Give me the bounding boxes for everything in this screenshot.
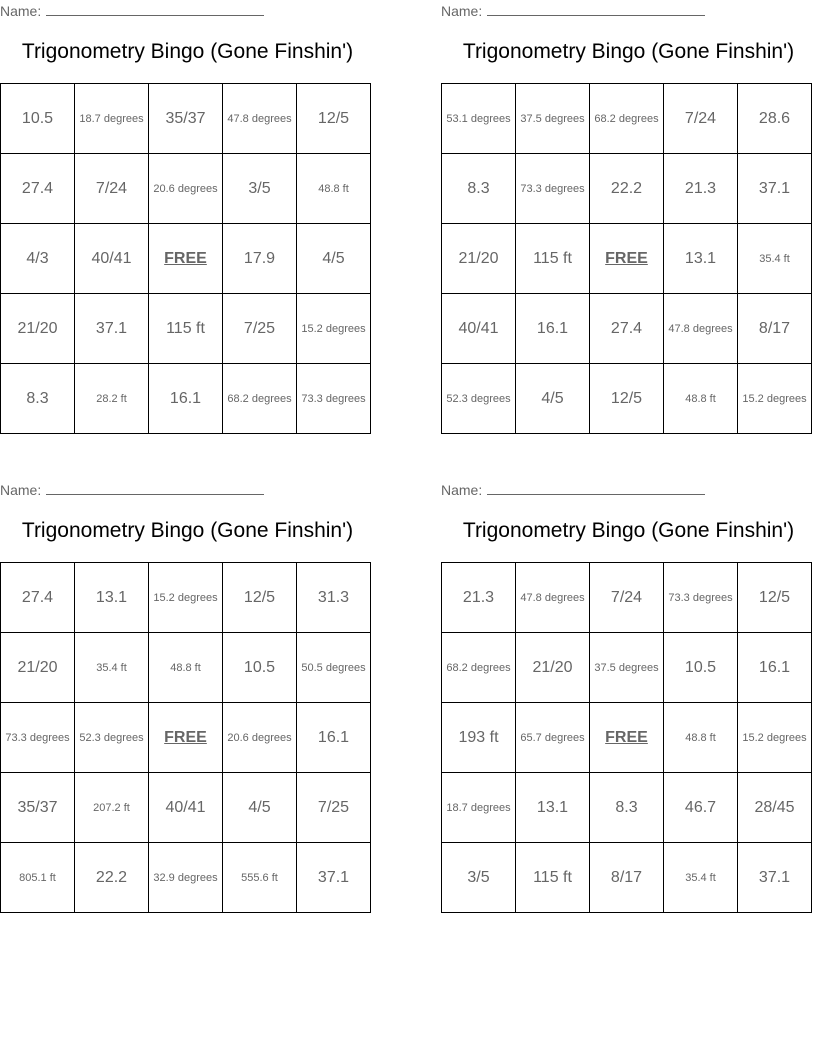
bingo-cell: 21.3 (442, 563, 516, 633)
bingo-cell: 8.3 (590, 773, 664, 843)
bingo-cell: 47.8 degrees (223, 84, 297, 154)
bingo-row (1, 154, 371, 224)
name-blank-line[interactable] (46, 482, 264, 495)
bingo-grid (441, 562, 812, 913)
name-field[interactable] (441, 482, 705, 498)
bingo-cell: 46.7 (664, 773, 738, 843)
bingo-grid (441, 83, 812, 434)
name-label: Name: (0, 482, 42, 498)
bingo-cell: 8/17 (590, 843, 664, 913)
bingo-cell: 37.1 (297, 843, 371, 913)
bingo-cell: 193 ft (442, 703, 516, 773)
bingo-row (1, 294, 371, 364)
bingo-row (442, 154, 812, 224)
bingo-row (442, 364, 812, 434)
bingo-cell: 47.8 degrees (516, 563, 590, 633)
bingo-cell: 37.5 degrees (590, 633, 664, 703)
bingo-cell: 28.2 ft (75, 364, 149, 434)
bingo-cell: 13.1 (75, 563, 149, 633)
bingo-cell: 31.3 (297, 563, 371, 633)
bingo-cell: 68.2 degrees (223, 364, 297, 434)
bingo-cell: 7/25 (297, 773, 371, 843)
bingo-cell: 68.2 degrees (590, 84, 664, 154)
bingo-cell: 21.3 (664, 154, 738, 224)
free-space-cell: FREE (590, 703, 664, 773)
bingo-cell: 115 ft (516, 843, 590, 913)
bingo-cell: 50.5 degrees (297, 633, 371, 703)
bingo-cell: 12/5 (223, 563, 297, 633)
name-blank-line[interactable] (487, 482, 705, 495)
bingo-cell: 17.9 (223, 224, 297, 294)
bingo-cell: 35/37 (149, 84, 223, 154)
bingo-cell: 18.7 degrees (75, 84, 149, 154)
bingo-cell: 15.2 degrees (297, 294, 371, 364)
bingo-cell: 15.2 degrees (738, 364, 812, 434)
bingo-cell: 48.8 ft (664, 703, 738, 773)
bingo-cell: 21/20 (1, 294, 75, 364)
bingo-row (1, 773, 371, 843)
name-label: Name: (441, 3, 483, 19)
bingo-cell: 37.5 degrees (516, 84, 590, 154)
bingo-cell: 7/24 (590, 563, 664, 633)
card-title: Trigonometry Bingo (Gone Finshin') (21, 519, 354, 542)
bingo-cell: 10.5 (1, 84, 75, 154)
bingo-cell: 16.1 (149, 364, 223, 434)
bingo-cell: 35.4 ft (738, 224, 812, 294)
bingo-cell: 68.2 degrees (442, 633, 516, 703)
bingo-row (442, 633, 812, 703)
bingo-cell: 15.2 degrees (738, 703, 812, 773)
name-label: Name: (0, 3, 42, 19)
bingo-cell: 3/5 (442, 843, 516, 913)
name-blank-line[interactable] (46, 3, 264, 16)
name-label: Name: (441, 482, 483, 498)
bingo-row (442, 563, 812, 633)
card-title: Trigonometry Bingo (Gone Finshin') (462, 40, 795, 63)
bingo-cell: 22.2 (590, 154, 664, 224)
bingo-cell: 47.8 degrees (664, 294, 738, 364)
bingo-cell: 35.4 ft (75, 633, 149, 703)
bingo-cell: 555.6 ft (223, 843, 297, 913)
bingo-cell: 8/17 (738, 294, 812, 364)
bingo-cell: 207.2 ft (75, 773, 149, 843)
bingo-cell: 20.6 degrees (149, 154, 223, 224)
bingo-cell: 7/25 (223, 294, 297, 364)
bingo-cell: 73.3 degrees (1, 703, 75, 773)
bingo-cell: 10.5 (223, 633, 297, 703)
bingo-cell: 7/24 (75, 154, 149, 224)
bingo-cell: 40/41 (75, 224, 149, 294)
bingo-row (1, 633, 371, 703)
bingo-cell: 13.1 (664, 224, 738, 294)
bingo-grid (0, 83, 371, 434)
name-field[interactable] (0, 3, 264, 19)
bingo-cell: 3/5 (223, 154, 297, 224)
free-space-cell: FREE (149, 703, 223, 773)
bingo-row (442, 773, 812, 843)
bingo-cell: 48.8 ft (149, 633, 223, 703)
bingo-cell: 48.8 ft (664, 364, 738, 434)
bingo-cell: 21/20 (1, 633, 75, 703)
name-field[interactable] (441, 3, 705, 19)
bingo-cell: 15.2 degrees (149, 563, 223, 633)
bingo-cell: 27.4 (1, 154, 75, 224)
bingo-row (1, 364, 371, 434)
bingo-cell: 35/37 (1, 773, 75, 843)
bingo-cell: 48.8 ft (297, 154, 371, 224)
bingo-row (442, 224, 812, 294)
bingo-row (442, 294, 812, 364)
free-space-cell: FREE (590, 224, 664, 294)
bingo-row (442, 84, 812, 154)
bingo-row (442, 843, 812, 913)
bingo-cell: 12/5 (738, 563, 812, 633)
bingo-cell: 21/20 (442, 224, 516, 294)
card-title: Trigonometry Bingo (Gone Finshin') (21, 40, 354, 63)
bingo-cell: 4/5 (297, 224, 371, 294)
bingo-cell: 37.1 (738, 843, 812, 913)
bingo-cell: 52.3 degrees (442, 364, 516, 434)
bingo-cell: 27.4 (590, 294, 664, 364)
bingo-cell: 27.4 (1, 563, 75, 633)
bingo-cell: 4/5 (516, 364, 590, 434)
bingo-cell: 8.3 (442, 154, 516, 224)
free-space-cell: FREE (149, 224, 223, 294)
bingo-cell: 4/3 (1, 224, 75, 294)
bingo-cell: 16.1 (297, 703, 371, 773)
bingo-cell: 10.5 (664, 633, 738, 703)
bingo-cell: 115 ft (149, 294, 223, 364)
bingo-cell: 35.4 ft (664, 843, 738, 913)
bingo-row (1, 843, 371, 913)
bingo-cell: 73.3 degrees (516, 154, 590, 224)
bingo-cell: 12/5 (590, 364, 664, 434)
bingo-cell: 18.7 degrees (442, 773, 516, 843)
bingo-cell: 16.1 (516, 294, 590, 364)
bingo-cell: 22.2 (75, 843, 149, 913)
bingo-cell: 40/41 (149, 773, 223, 843)
name-field[interactable] (0, 482, 264, 498)
bingo-cell: 65.7 degrees (516, 703, 590, 773)
bingo-cell: 8.3 (1, 364, 75, 434)
bingo-row (1, 703, 371, 773)
bingo-row (1, 84, 371, 154)
bingo-cell: 7/24 (664, 84, 738, 154)
bingo-row (1, 563, 371, 633)
name-blank-line[interactable] (487, 3, 705, 16)
bingo-cell: 37.1 (738, 154, 812, 224)
bingo-row (1, 224, 371, 294)
bingo-cell: 52.3 degrees (75, 703, 149, 773)
bingo-cell: 73.3 degrees (664, 563, 738, 633)
bingo-cell: 12/5 (297, 84, 371, 154)
bingo-cell: 32.9 degrees (149, 843, 223, 913)
bingo-cell: 28/45 (738, 773, 812, 843)
card-title: Trigonometry Bingo (Gone Finshin') (462, 519, 795, 542)
bingo-cell: 37.1 (75, 294, 149, 364)
bingo-cell: 13.1 (516, 773, 590, 843)
bingo-cell: 4/5 (223, 773, 297, 843)
bingo-cell: 115 ft (516, 224, 590, 294)
bingo-cell: 40/41 (442, 294, 516, 364)
bingo-cell: 73.3 degrees (297, 364, 371, 434)
bingo-cell: 16.1 (738, 633, 812, 703)
bingo-cell: 53.1 degrees (442, 84, 516, 154)
bingo-cell: 28.6 (738, 84, 812, 154)
bingo-cell: 21/20 (516, 633, 590, 703)
bingo-grid (0, 562, 371, 913)
bingo-row (442, 703, 812, 773)
bingo-cell: 20.6 degrees (223, 703, 297, 773)
bingo-cell: 805.1 ft (1, 843, 75, 913)
